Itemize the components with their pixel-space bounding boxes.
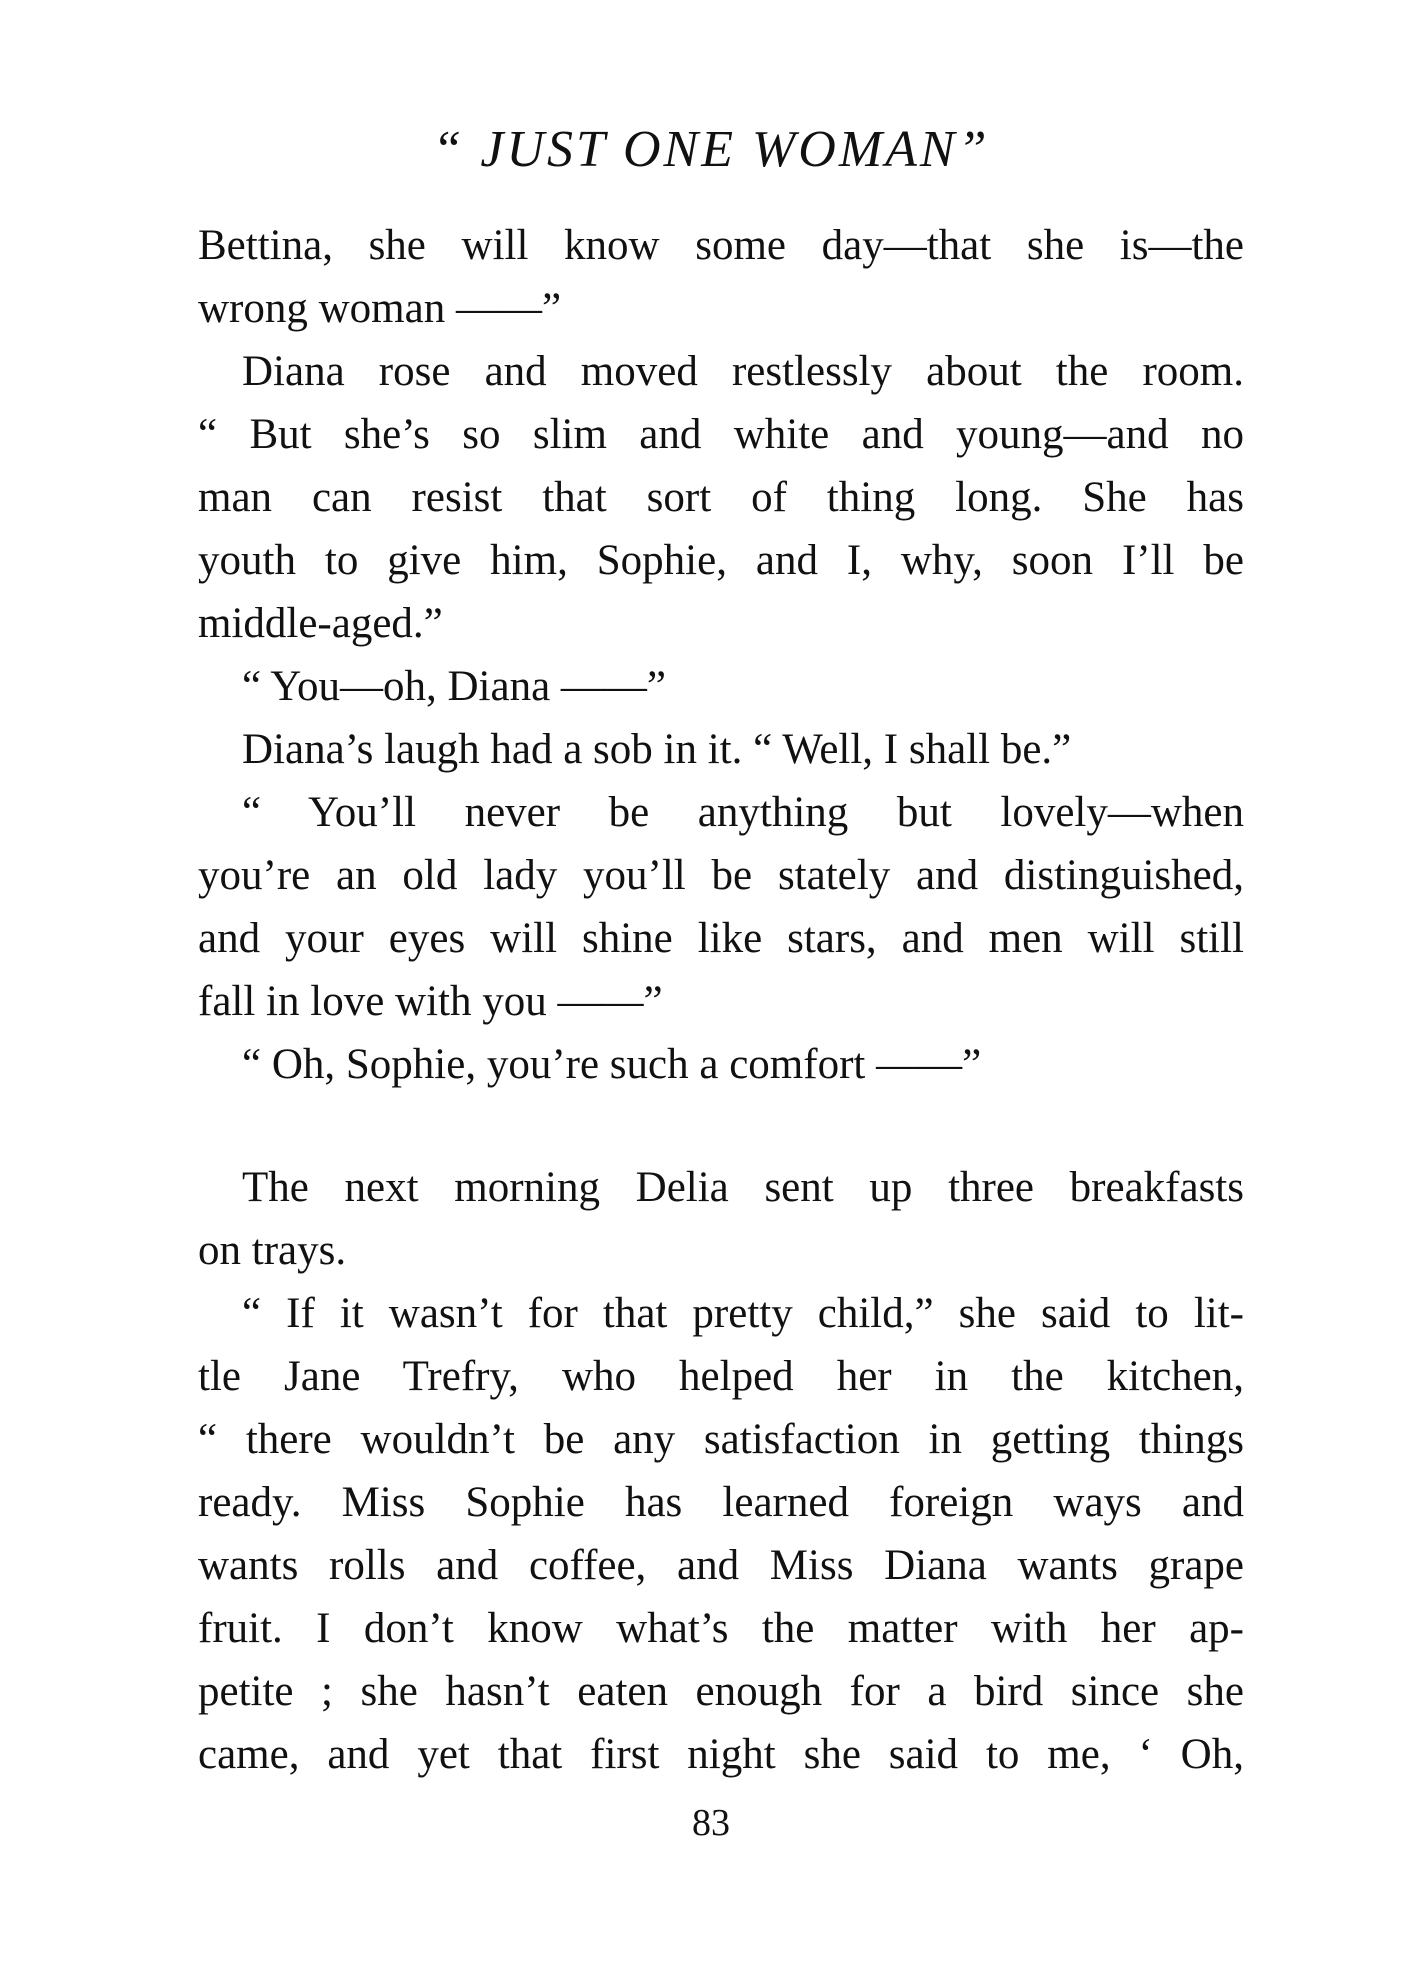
- text-line: Bettina, she will know some day—that she is—the: [198, 222, 1244, 269]
- text-line: “ there wouldn’t be any satisfaction in getting things: [198, 1416, 1244, 1463]
- text-line: wrong woman ——”: [198, 285, 562, 332]
- text-line: youth to give him, Sophie, and I, why, soon I’ll be: [198, 537, 1244, 584]
- text-line: ready. Miss Sophie has learned foreign ways and: [198, 1479, 1244, 1526]
- text-line: “ You—oh, Diana ——”: [242, 663, 666, 710]
- text-line: man can resist that sort of thing long. She has: [198, 474, 1244, 521]
- body-text: [198, 214, 1244, 1786]
- text-line: tle Jane Trefry, who helped her in the kitchen,: [198, 1353, 1244, 1400]
- page-number: 83: [692, 1802, 730, 1844]
- text-line: and your eyes will shine like stars, and men will still: [198, 915, 1244, 962]
- text-line: fruit. I don’t know what’s the matter with her ap-: [198, 1605, 1244, 1652]
- text-line: middle-aged.”: [198, 600, 443, 647]
- text-line: “ Oh, Sophie, you’re such a comfort ——”: [242, 1041, 982, 1088]
- text-line: you’re an old lady you’ll be stately and distinguished,: [198, 852, 1244, 899]
- text-line: “ You’ll never be anything but lovely—when: [242, 789, 1244, 836]
- text-line: petite ; she hasn’t eaten enough for a bird since she: [198, 1668, 1244, 1715]
- text-line: wants rolls and coffee, and Miss Diana wants grape: [198, 1542, 1244, 1589]
- text-line: came, and yet that first night she said to me, ‘ Oh,: [198, 1731, 1244, 1778]
- text-line: Diana’s laugh had a sob in it. “ Well, I shall be.”: [242, 726, 1072, 773]
- text-line: The next morning Delia sent up three breakfasts: [242, 1164, 1244, 1211]
- section-break: [198, 1096, 1244, 1156]
- text-line: Diana rose and moved restlessly about the room.: [242, 348, 1244, 395]
- text-line: fall in love with you ——”: [198, 978, 663, 1025]
- running-head: “ JUST ONE WOMAN”: [432, 121, 990, 178]
- text-line: “ But she’s so slim and white and young—and no: [198, 411, 1244, 458]
- text-line: on trays.: [198, 1227, 347, 1274]
- text-line: “ If it wasn’t for that pretty child,” she said to lit-: [242, 1290, 1244, 1337]
